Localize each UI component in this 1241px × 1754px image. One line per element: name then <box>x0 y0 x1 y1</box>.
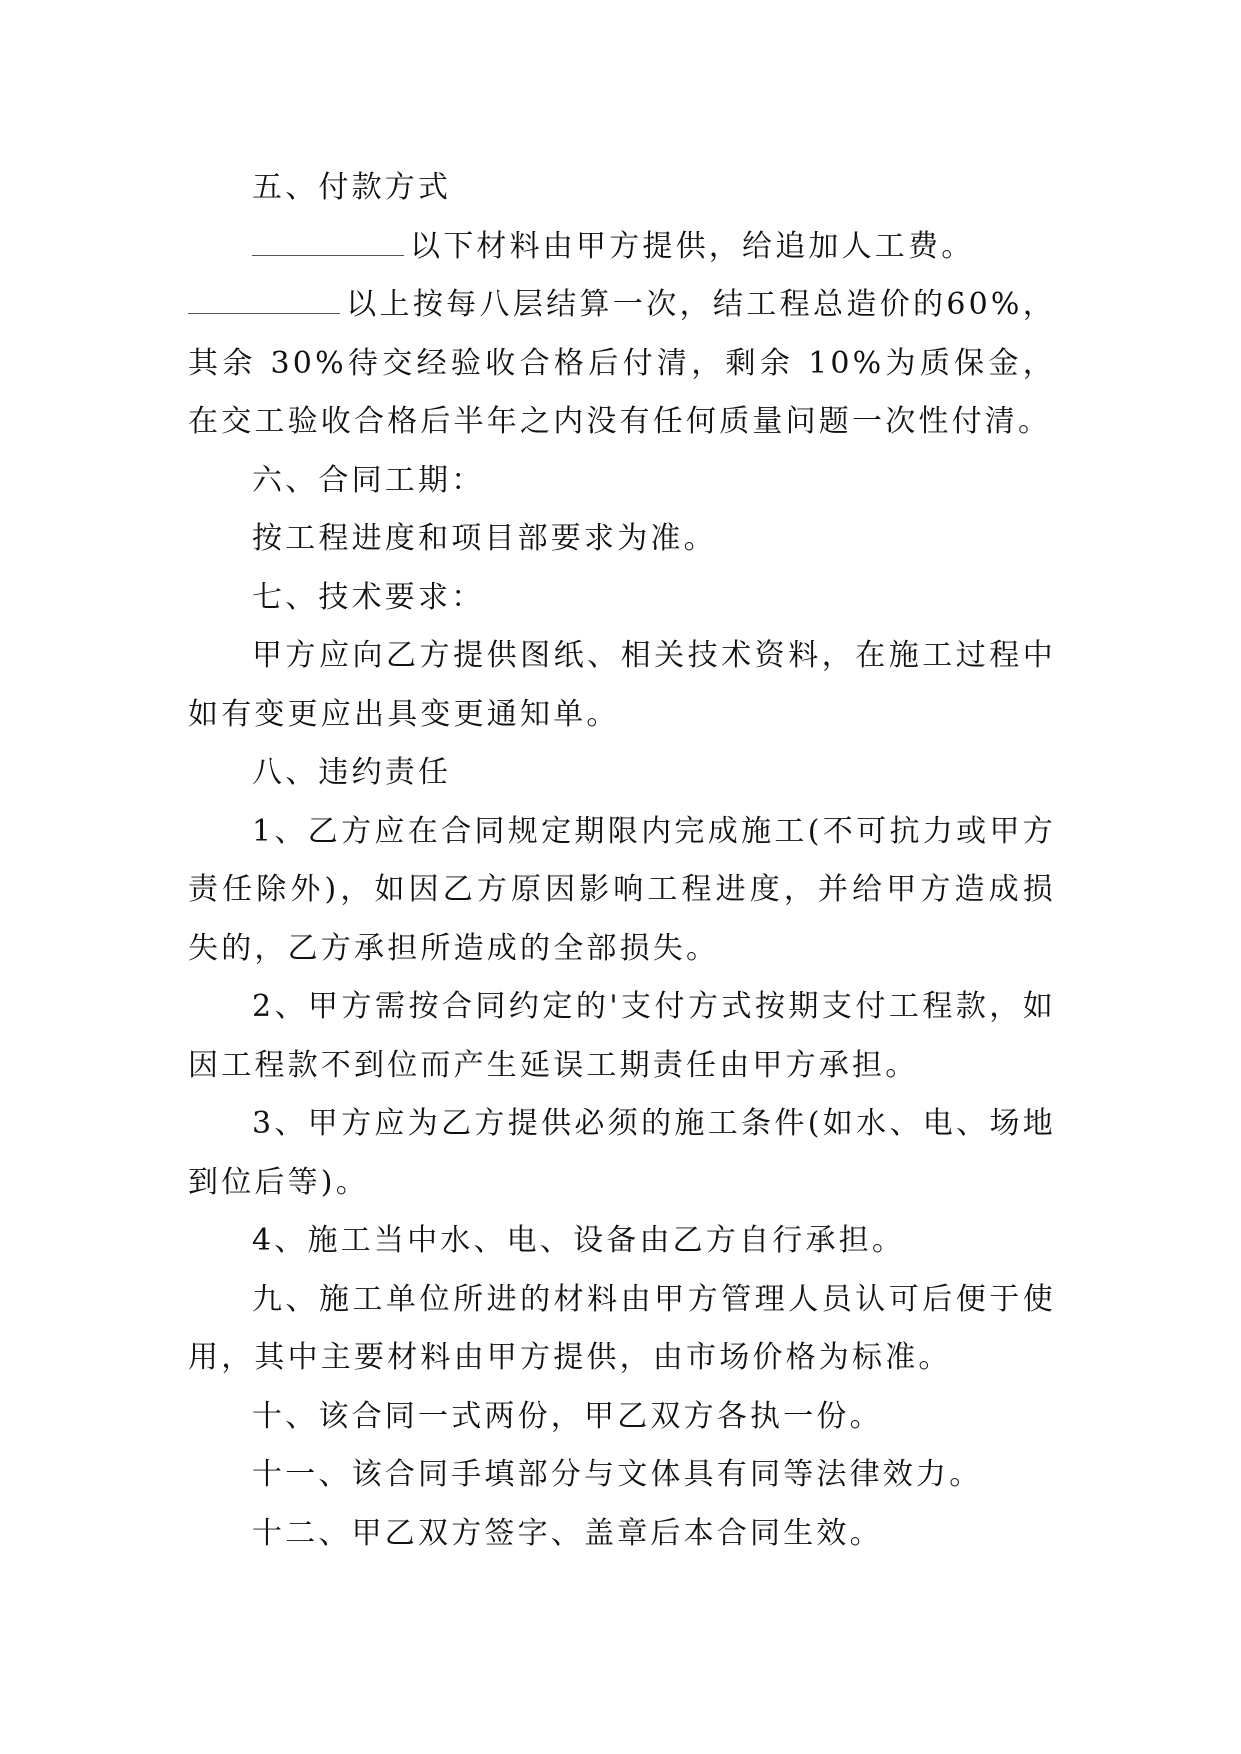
paragraph-liability-2 <box>188 978 1056 1095</box>
paragraph-text: 3、甲方应为乙方提供必须的施工条件(如水、电、场地到位后等)。 <box>188 1106 1056 1200</box>
paragraph-text: 九、施工单位所进的材料由甲方管理人员认可后便于使用，其中主要材料由甲方提供，由市场价格为标准。 <box>188 1281 1056 1375</box>
paragraph-text: 甲方应向乙方提供图纸、相关技术资料，在施工过程中如有变更应出具变更通知单。 <box>188 638 1056 732</box>
paragraph-section-11 <box>188 1446 1056 1505</box>
paragraph-materials <box>188 218 1056 277</box>
paragraph-text: 1、乙方应在合同规定期限内完成施工(不可抗力或甲方责任除外)，如因乙方原因影响工程进度，并给甲方造成损失的，乙方承担所造成的全部损失。 <box>188 813 1056 966</box>
paragraph-text: 以下材料由甲方提供，给追加人工费。 <box>410 228 975 264</box>
paragraph-liability-1 <box>188 803 1056 979</box>
paragraph-text: 六、合同工期： <box>252 462 485 498</box>
paragraph-technical <box>188 627 1056 744</box>
paragraph-text: 4、施工当中水、电、设备由乙方自行承担。 <box>252 1223 906 1258</box>
paragraph-text: 以上按每八层结算一次，结工程总造价的60%，其余 30%待交经验收合格后付清，剩余 10%为质保金，在交工验收合格后半年之内没有任何质量问题一次性付清。 <box>188 287 1056 439</box>
paragraph-text: 按工程进度和项目部要求为准。 <box>252 521 717 556</box>
paragraph-text: 八、违约责任 <box>252 755 452 790</box>
paragraph-section-9 <box>188 1271 1056 1388</box>
section-heading-payment <box>188 159 1056 218</box>
paragraph-text: 五、付款方式 <box>252 170 452 205</box>
paragraph-duration <box>188 510 1056 569</box>
paragraph-liability-3 <box>188 1095 1056 1212</box>
document-body <box>188 159 1056 1563</box>
paragraph-section-12 <box>188 1505 1056 1564</box>
fill-in-blank <box>188 286 340 314</box>
paragraph-section-10 <box>188 1388 1056 1447</box>
paragraph-text: 十二、甲乙双方签字、盖章后本合同生效。 <box>252 1515 883 1551</box>
section-heading-duration <box>188 452 1056 511</box>
section-heading-liability <box>188 744 1056 803</box>
paragraph-settlement <box>188 276 1056 452</box>
paragraph-text: 2、甲方需按合同约定的'支付方式按期支付工程款，如因工程款不到位而产生延误工期责任由甲方承担。 <box>188 989 1056 1083</box>
paragraph-text: 七、技术要求： <box>252 579 485 615</box>
paragraph-text: 十一、该合同手填部分与文体具有同等法律效力。 <box>252 1457 983 1492</box>
paragraph-text: 十、该合同一式两份，甲乙双方各执一份。 <box>252 1398 883 1434</box>
paragraph-liability-4 <box>188 1212 1056 1271</box>
fill-in-blank <box>252 228 404 256</box>
section-heading-technical <box>188 569 1056 628</box>
